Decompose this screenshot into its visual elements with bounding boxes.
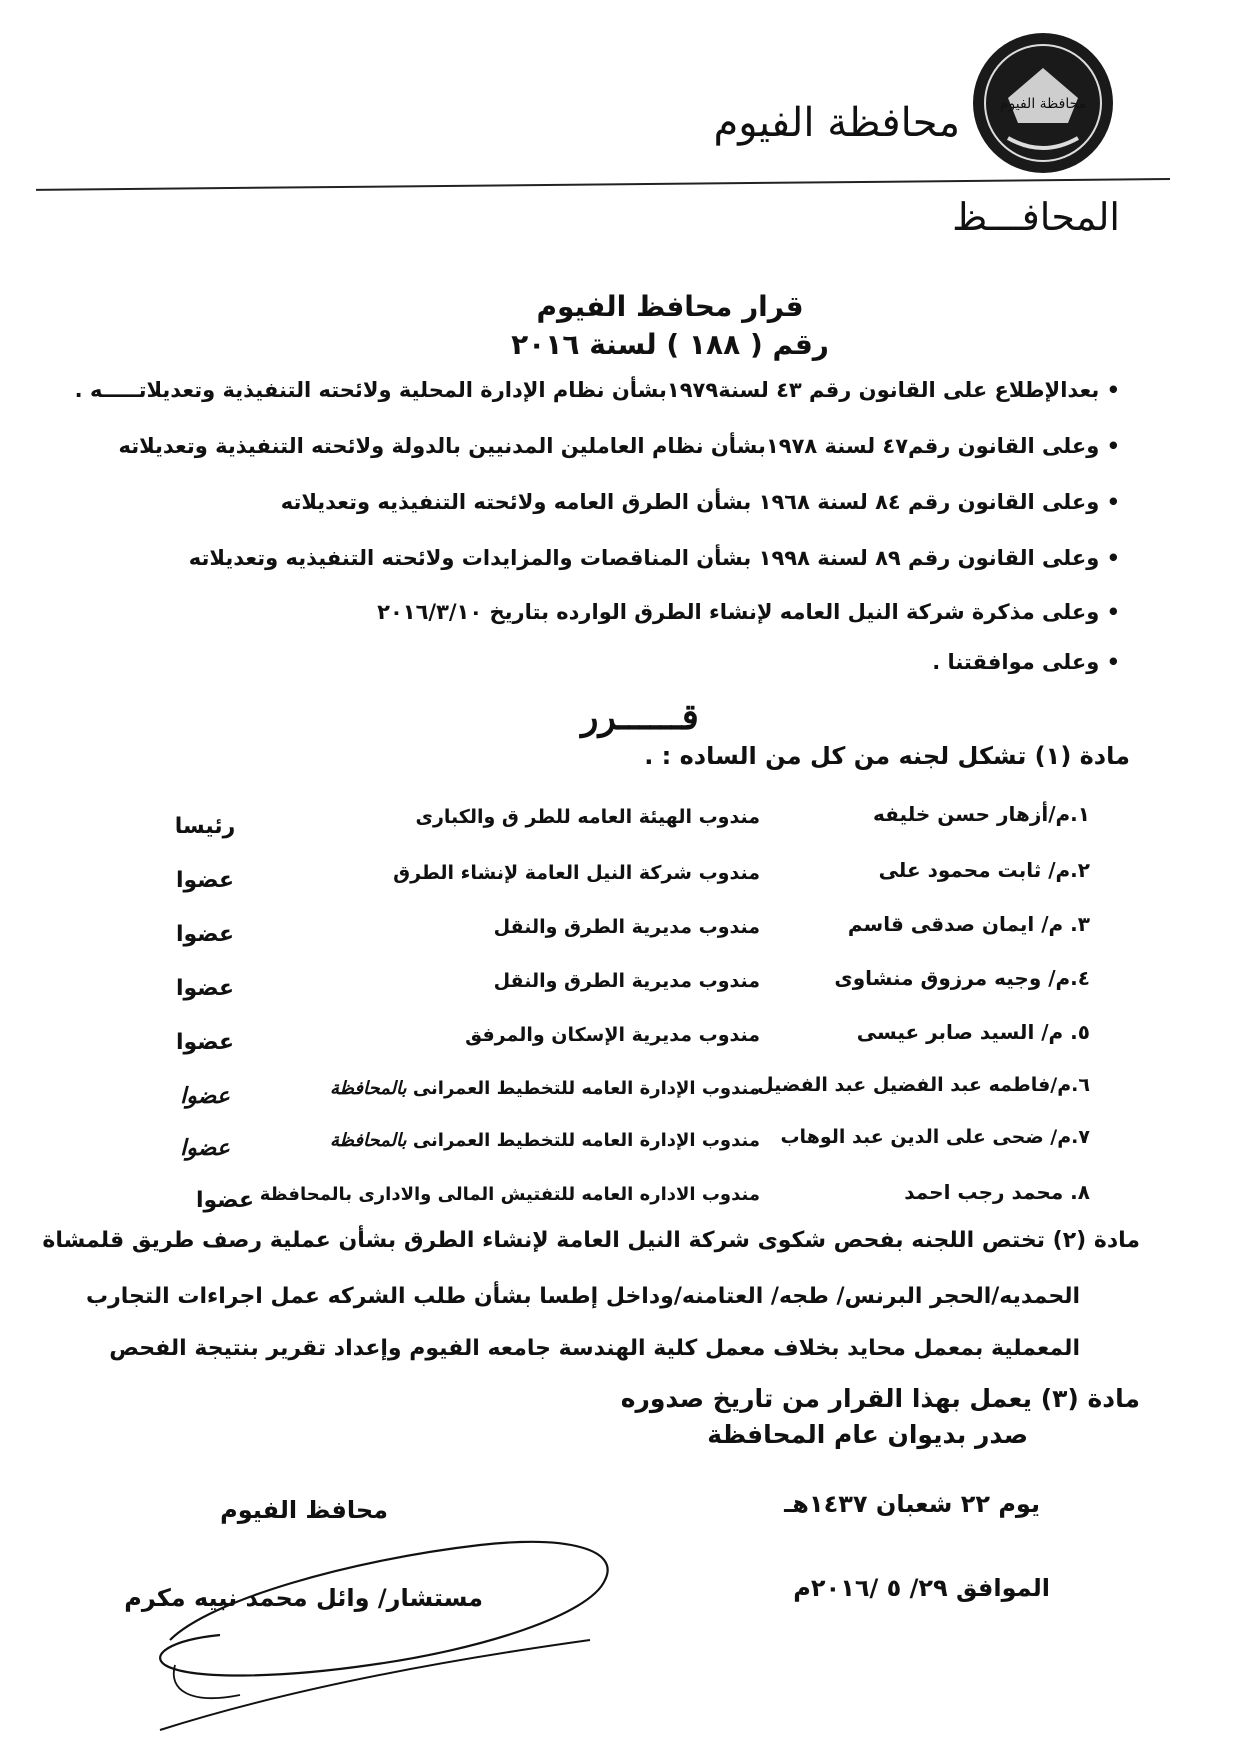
signatory-title: محافظ الفيوم — [220, 1496, 388, 1524]
preamble-line: • بعدالإطلاع على القانون رقم ٤٣ لسنة١٩٧٩بشأن نظام الإدارة المحلية ولائحته التنفيذية وتعديلاتـــــه . — [74, 378, 1120, 402]
issued-at: صدر بديوان عام المحافظة — [707, 1420, 1028, 1449]
seal-text: محافظة الفيوم — [999, 96, 1087, 112]
governorate-name: محافظة الفيوم — [713, 100, 960, 146]
decree-title: قرار محافظ الفيوم — [536, 290, 804, 323]
gregorian-date: الموافق ٢٩/ ٥ /٢٠١٦م — [793, 1574, 1050, 1602]
article-2-line: المعملية بمعمل محايد بخلاف معمل كلية الهندسة جامعه الفيوم وإعداد تقرير بنتيجة الفحص — [109, 1336, 1080, 1361]
member-role: مندوب الهيئة العامه للطر ق والكبارى — [415, 806, 760, 828]
member-role: مندوب مديرية الطرق والنقل — [493, 916, 760, 938]
member-role-text: مندوب الإدارة العامه للتخطيط العمرانى — [412, 1130, 760, 1151]
member-title: عضوا — [175, 1030, 235, 1055]
signatory-name: مستشار/ وائل محمد نبيه مكرم — [124, 1584, 483, 1612]
member-name: ٤.م/ وجيه مرزوق منشاوى — [834, 966, 1090, 990]
article-1: مادة (١) تشكل لجنه من كل من الساده : . — [644, 742, 1130, 770]
article-2-line: الحمديه/الحجر البرنس/ طجه/ العتامنه/وداخل إطسا بشأن طلب الشركه عمل اجراءات التجارب — [86, 1284, 1080, 1309]
preamble-line: • وعلى القانون رقم٤٧ لسنة ١٩٧٨بشأن نظام العاملين المدنيين بالدولة ولائحته التنفيذية وتعديلاته — [118, 434, 1120, 458]
decree-number: رقم ( ١٨٨ ) لسنة ٢٠١٦ — [511, 328, 829, 361]
preamble-line: • وعلى موافقتنا . — [932, 650, 1120, 674]
member-title: عضوا — [175, 922, 235, 947]
preamble-line: • وعلى مذكرة شركة النيل العامه لإنشاء الطرق الوارده بتاريخ ٢٠١٦/٣/١٠ — [377, 600, 1120, 624]
member-role: مندوب الاداره العامه للتفتيش المالى والادارى بالمحافظة — [259, 1184, 760, 1205]
member-title: عضوا — [175, 868, 235, 893]
member-role: مندوب مديرية الإسكان والمرفق — [465, 1024, 760, 1046]
member-name: ٧.م/ ضحى على الدين عبد الوهاب — [780, 1126, 1090, 1148]
member-name: ٨. محمد رجب احمد — [904, 1180, 1090, 1204]
decided-heading: قــــــرر — [581, 696, 699, 738]
member-name: ٥. م/ السيد صابر عيسى — [856, 1020, 1090, 1044]
member-name: ٢.م/ ثابت محمود على — [878, 858, 1090, 882]
member-role-suffix: بالمحافظة — [330, 1130, 407, 1151]
governorate-seal — [968, 28, 1118, 178]
member-role — [330, 1130, 760, 1151]
header-divider — [36, 178, 1170, 191]
member-role — [330, 1078, 760, 1099]
handwritten-signature — [150, 1490, 630, 1740]
member-name: ٦.م/فاطمه عبد الفضيل عبد الفضيل — [757, 1074, 1090, 1096]
office-heading: المحافـــظ — [952, 195, 1120, 239]
member-title: رئيسا — [174, 814, 236, 839]
member-role-text: مندوب الإدارة العامه للتخطيط العمرانى — [412, 1078, 760, 1099]
article-2-line: مادة (٢) تختص اللجنه بفحص شكوى شركة النيل العامة لإنشاء الطرق بشأن عملية رصف طريق قلمشاة — [42, 1228, 1140, 1253]
preamble-line: • وعلى القانون رقم ٨٤ لسنة ١٩٦٨ بشأن الطرق العامه ولائحته التنفيذيه وتعديلاته — [280, 490, 1120, 514]
member-role: مندوب شركة النيل العامة لإنشاء الطرق — [393, 862, 760, 884]
member-role-suffix: بالمحافظة — [330, 1078, 407, 1099]
member-name: ١.م/أزهار حسن خليفه — [873, 802, 1090, 826]
member-title: عضوا — [195, 1188, 255, 1213]
member-title: عضوا — [180, 1084, 230, 1109]
member-name: ٣. م/ ايمان صدقى قاسم — [847, 912, 1090, 936]
preamble-line: • وعلى القانون رقم ٨٩ لسنة ١٩٩٨ بشأن المناقصات والمزايدات ولائحته التنفيذيه وتعديلاته — [188, 546, 1120, 570]
member-role: مندوب مديرية الطرق والنقل — [493, 970, 760, 992]
member-title: عضوا — [180, 1136, 230, 1161]
article-3: مادة (٣) يعمل بهذا القرار من تاريخ صدوره — [620, 1384, 1140, 1413]
member-title: عضوا — [175, 976, 235, 1001]
hijri-date: يوم ٢٢ شعبان ١٤٣٧هـ — [784, 1490, 1040, 1518]
